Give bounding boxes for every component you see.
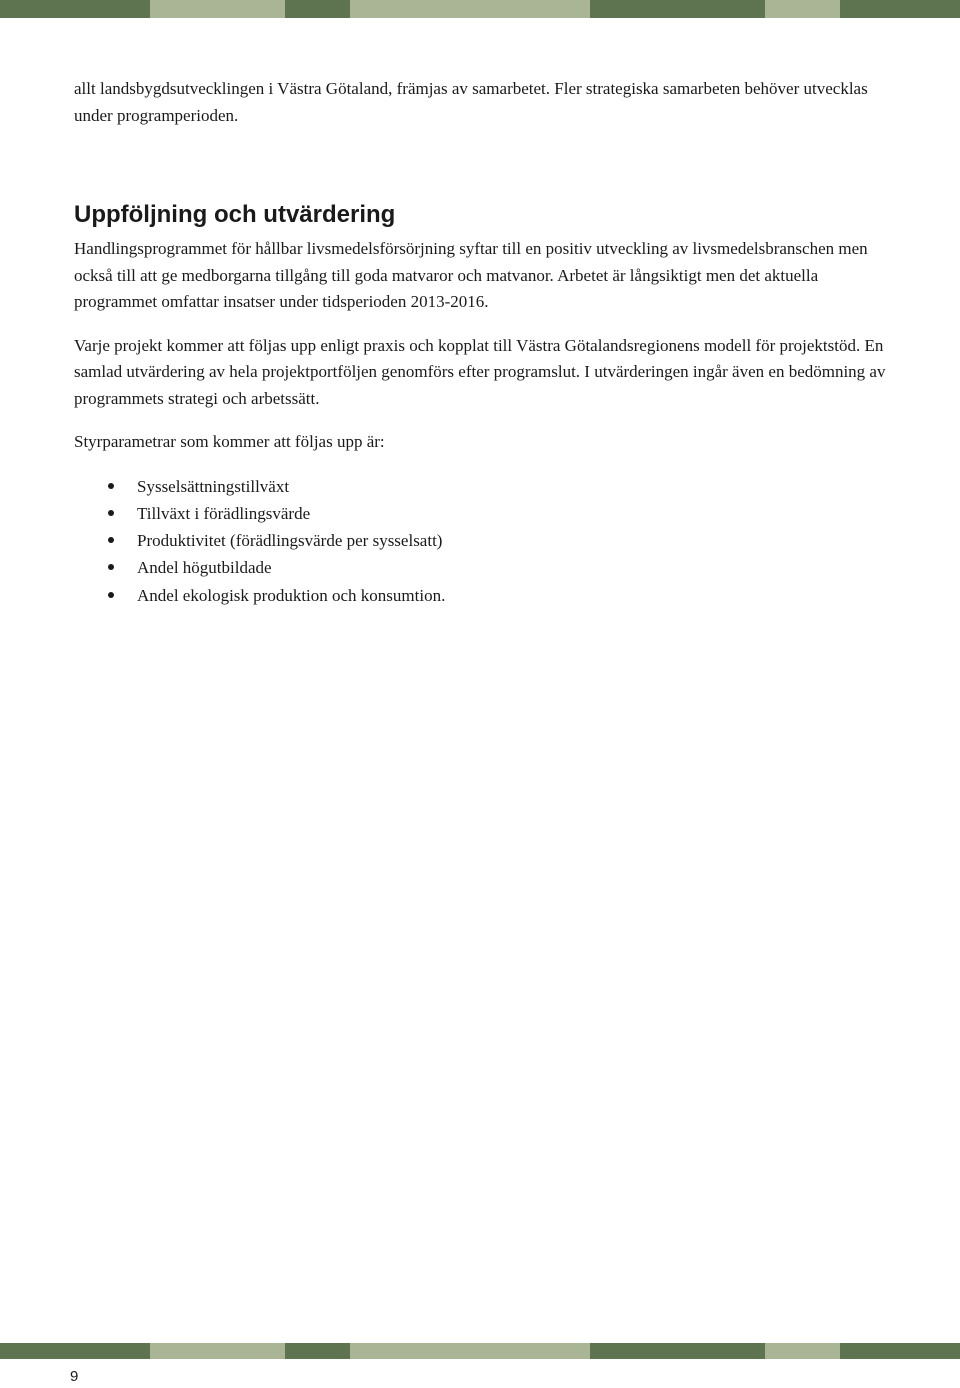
bullet-icon bbox=[108, 483, 114, 489]
list-item-label: Produktivitet (förädlingsvärde per sysselsatt) bbox=[137, 531, 443, 551]
list-item-label: Tillväxt i förädlingsvärde bbox=[137, 503, 311, 523]
bullet-icon bbox=[108, 510, 114, 516]
page-number: 9 bbox=[70, 1368, 79, 1385]
list-item bbox=[74, 527, 894, 554]
header-stripe bbox=[0, 0, 960, 18]
list-item-label: Sysselsättningstillväxt bbox=[137, 476, 290, 496]
list-item bbox=[74, 500, 894, 527]
list-item-label: Andel högutbildade bbox=[137, 558, 272, 578]
paragraph-evaluation: Varje projekt kommer att följas upp enligt praxis och kopplat till Västra Götalandsregionens modell för projektstöd. En samlad utvärdering av hela projektportföljen genomförs efter programslut. I utvärderingen ingår även en bedömning av programmets strategi och arbetssätt. bbox=[74, 335, 886, 408]
intro-paragraph: allt landsbygdsutvecklingen i Västra Götaland, främjas av samarbetet. Fler strategiska samarbeten behöver utvecklas under programperioden. bbox=[74, 79, 868, 125]
section-heading: Uppföljning och utvärdering bbox=[74, 201, 396, 228]
list-item bbox=[74, 473, 894, 500]
list-item bbox=[74, 582, 894, 609]
bullet-icon bbox=[108, 564, 114, 570]
paragraph-program-goal: Handlingsprogrammet för hållbar livsmedelsförsörjning syftar till en positiv utveckling av livsmedelsbranschen men också till att ge medborgarna tillgång till goda matvaror och matvanor. Arbetet är långsiktigt men det aktuella programmet omfattar insatser under tidsperioden 2013-2016. bbox=[74, 239, 868, 311]
list-item bbox=[74, 554, 894, 581]
footer-stripe bbox=[0, 1343, 960, 1359]
list-item-label: Andel ekologisk produktion och konsumtion. bbox=[137, 585, 446, 605]
bullet-icon bbox=[108, 592, 114, 598]
bullet-icon bbox=[108, 537, 114, 543]
parameter-list bbox=[74, 473, 894, 609]
list-lead-text: Styrparametrar som kommer att följas upp är: bbox=[74, 432, 385, 451]
page-body bbox=[74, 76, 894, 609]
